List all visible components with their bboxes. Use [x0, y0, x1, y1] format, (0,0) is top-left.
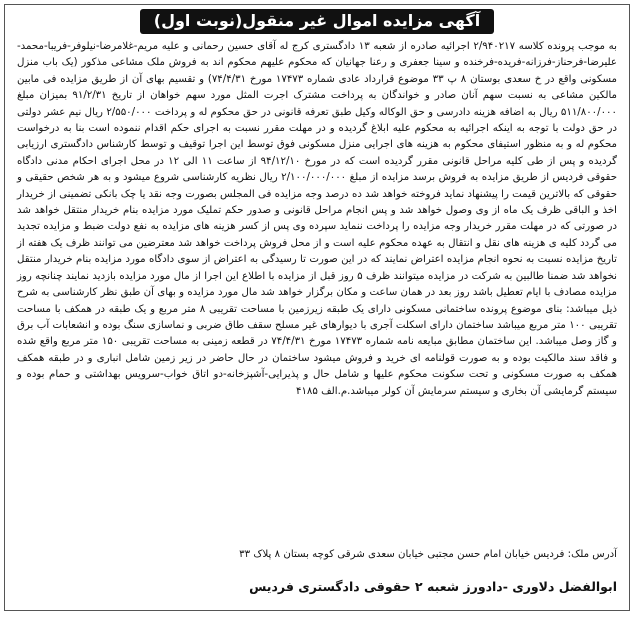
property-address: آدرس ملک: فردیس خیابان امام حسن مجتبی خیابان سعدی شرقی کوچه بستان ۸ پلاک ۳۳ — [239, 549, 617, 560]
title-bar — [5, 9, 629, 34]
legal-notice — [4, 4, 630, 611]
officer-signature: ابوالفضل دلاوری -دادورز شعبه ۲ حقوقی دادگستری فردیس — [249, 579, 617, 594]
notice-title: آگهی مزایده اموال غیر منقول(نوبت اول) — [140, 9, 494, 34]
notice-body: به موجب پرونده کلاسه ۲/۹۴۰۲۱۷ اجرائیه صادره از شعبه ۱۳ دادگستری کرج له آقای حسین رحمانی و علیه مریم-غلامرضا-نیلوفر-فریبا-محمد-علیرضا-فرحناز-فرزانه-فریده-فرخنده و سینا جعفری و رعنا جهانیان که محکوم علیهم محکوم اند به فروش ملک مشاعی مذکور (یک باب منزل مسکونی واقع در خ سعدی بوستان ۸ پ ۳۳ موضوع قرارداد عادی شماره ۱۷۴۷۳ مورخ ۷۴/۴/۳۱) و تقسیم بهای آن از طریق مزایده فی مابین مالکین مشاعی به نسبت سهم آنان صادر و خواندگان به پرداخت مشترک اجرت المثل مورد سهم خواهان از تاریخ ۹۱/۲/۳۱ بمیزان مبلغ ۵۱۱/۸۰۰/۰۰۰ ریال به اضافه هزینه دادرسی و حق الوکاله وکیل طبق تعرفه قانونی در حق محکوم له و پرداخت ۲/۵۵۰/۰۰۰ ریال نیم عشر دولتی در حق دولت با توجه به اینکه اجرائیه به محکوم علیه ابلاغ گردیده و در مهلت مقرر نسبت به اجرای حکم اقدام ننموده است بنا به درخواست محکوم له و به منظور استیفای محکوم به هزینه های اجرایی منزل مسکونی فوق توسط این اجرا توقیف و توسط کارشناس دادگستری ارزیابی گردیده و پس از طی کلیه مراحل قانونی مقرر گردیده است که در مورخ ۹۴/۱۲/۱۰ از ساعت ۱۱ الی ۱۲ در محل اجرای احکام مدنی دادگاه حقوقی فردیس از طریق مزایده به فروش برسد مزایده از مبلغ ۲/۱۰۰/۰۰۰/۰۰۰ ریال نظریه کارشناسی شروع میشود و به هر شخص حقیقی و حقوقی که بالاترین قیمت را پیشنهاد نماید فروخته خواهد شد ده درصد وجه مزایده فی المجلس بصورت وجه نقد یا چک بانکی تضمینی از خریدار اخذ و الباقی ظرف یک ماه از وی وصول خواهد شد و پس انجام مراحل قانونی و صدور حکم تملیک مورد مزایده بنام خریدار منتقل خواهد شد در صورتی که در مهلت مقرر خریدار وجه مزایده را پرداخت ننماید سپرده وی پس از کسر هزینه های مزایده به نفع دولت ضبط و مزایده تجدید می گردد کلیه ی هزینه های نقل و انتقال به عهده محکوم علیه است و از محل فروش پرداخت خواهد شد معترضین می توانند ظرف یک هفته از تاریخ مزایده نسبت به نحوه انجام مزایده اعتراض نمایند که در این صورت تا رسیدگی به اعتراض از سوی دادگاه مورد مزایده بنام خریدار منتقل نخواهد شد ضمنا طالبین به شرکت در مزایده میتوانند ظرف ۵ روز قبل از مزایده با اطلاع این اجرا از مال مورد مزایده بازدید نمایند چنانچه روز مزایده مصادف با ایام تعطیل باشد روز بعد در همان ساعت و مکان برگزار خواهد شد مال مورد مزایده و بهای آن طبق نظر کارشناسی به شرح ذیل میباشد: بنای موضوع پرونده ساختمانی مسکونی دارای یک طبقه زیرزمین با مساحت تقریبی ۸ متر مربع و یک طبقه در همکف با مساحت تقریبی ۱۰۰ متر مربع میباشد ساختمان دارای اسکلت آجری با دیوارهای غیر مسلح سقف طاق ضربی و نماسازی سنگ بوده و انشعابات آب برق و گاز وصل میباشد. این ساختمان مطابق مبایعه نامه شماره ۱۷۴۷۳ مورخ ۷۴/۴/۳۱ در قطعه زمینی به مساحت تقریبی ۱۵۰ متر مربع واقع شده و فاقد سند مالکیت بوده و به صورت قولنامه ای خرید و فروش میشود ساختمان در حال حاضر در زیر زمین شامل انباری و در طبقه همکف همکف به صورت مسکونی و تحت سکونت محکوم علیها و شامل حال و پذیرایی-آشپزخانه-دو اتاق خواب-سرویس بهداشتی و حمام بوده و سیستم گرمایشی آن بخاری و سیستم سرمایش آن کولر میباشد.م.الف ۴۱۸۵ — [17, 41, 618, 397]
